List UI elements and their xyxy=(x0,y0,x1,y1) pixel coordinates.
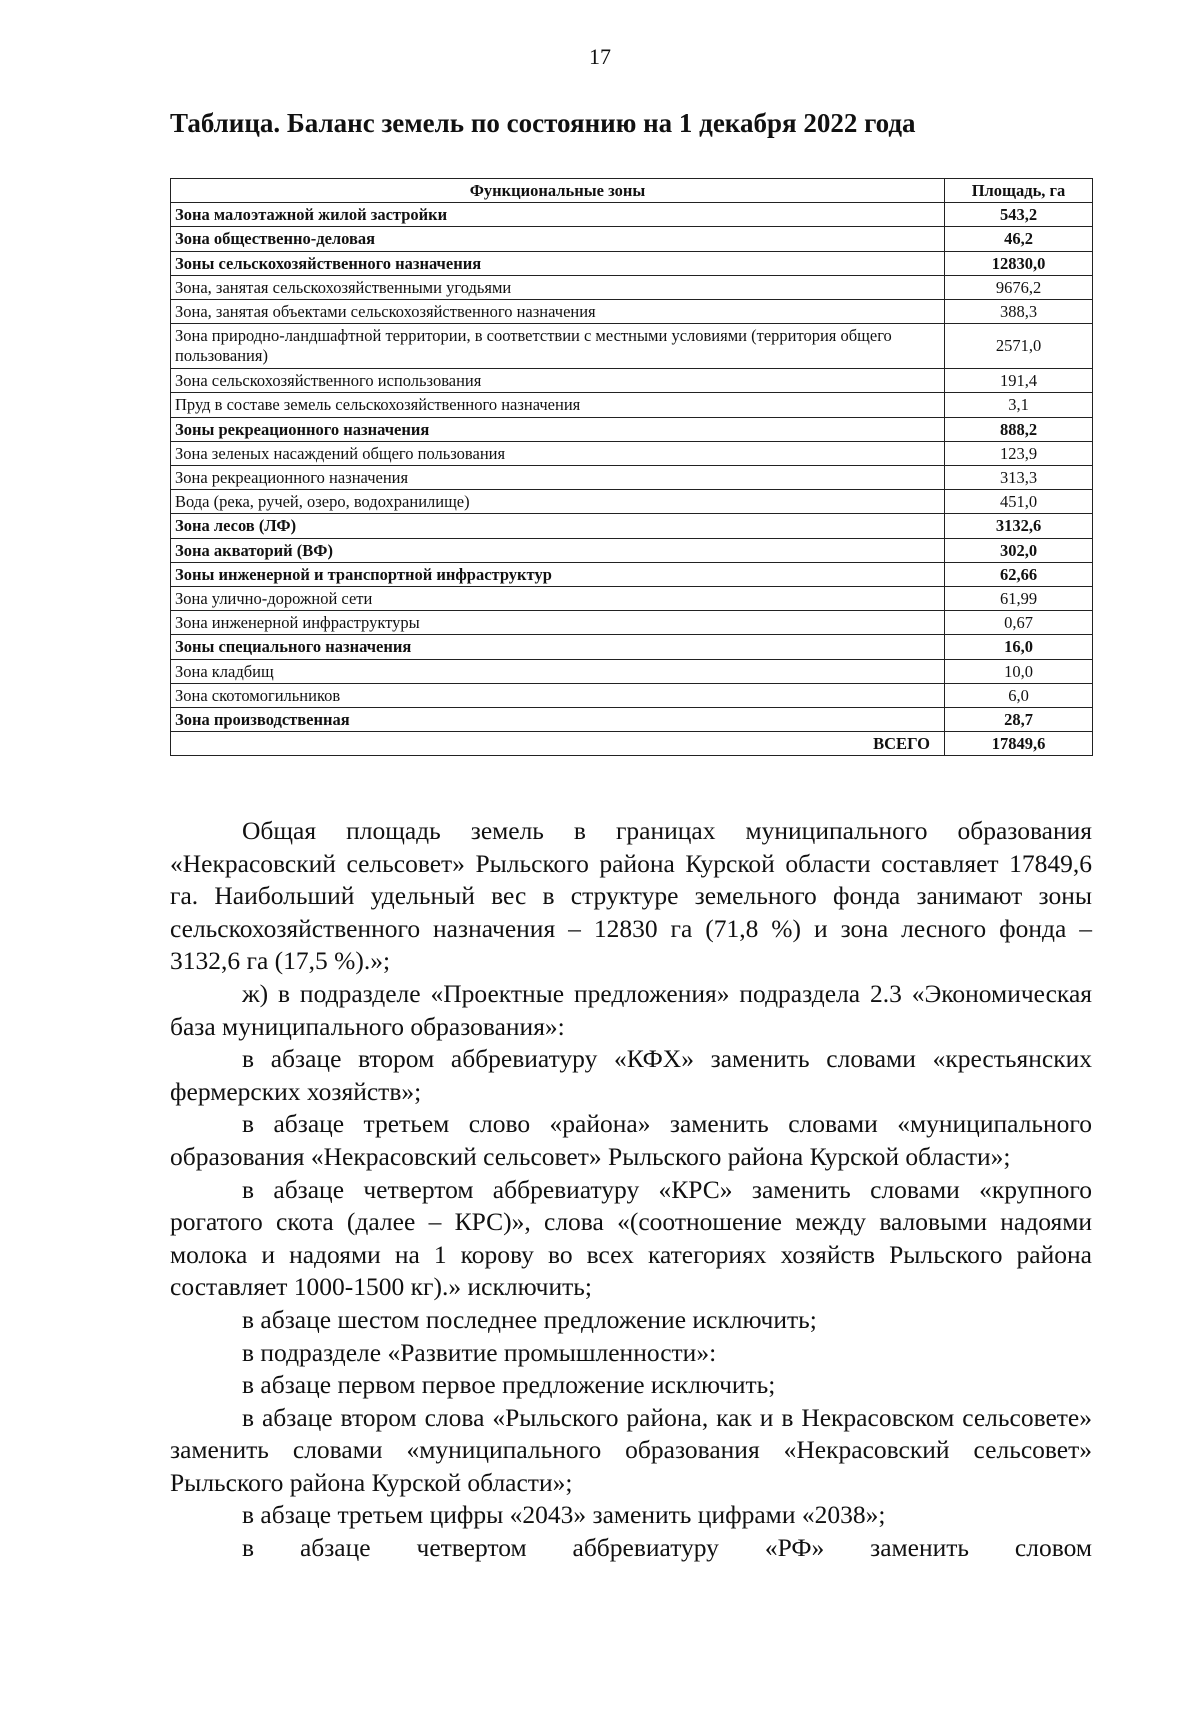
zone-name-cell: Зона акваторий (ВФ) xyxy=(171,538,945,562)
table-row xyxy=(171,251,1093,275)
zone-area-cell: 0,67 xyxy=(945,611,1093,635)
zone-name-cell: Зона, занятая сельскохозяйственными угодьями xyxy=(171,275,945,299)
paragraph: в абзаце четвертом аббревиатуру «РФ» заменить словом xyxy=(242,1533,1092,1563)
paragraph: в абзаце третьем цифры «2043» заменить цифрами «2038»; xyxy=(242,1500,886,1530)
zone-area-cell: 302,0 xyxy=(945,538,1093,562)
zone-name-cell: Зоны сельскохозяйственного назначения xyxy=(171,251,945,275)
zone-area-cell: 16,0 xyxy=(945,635,1093,659)
paragraph: в абзаце первом первое предложение исключить; xyxy=(242,1370,776,1400)
table-title: Таблица. Баланс земель по состоянию на 1 декабря 2022 года xyxy=(170,108,916,138)
zone-name-cell: Вода (река, ручей, озеро, водохранилище) xyxy=(171,490,945,514)
paragraph: в абзаце втором слова «Рыльского района, как и в Некрасовском сельсовете» заменить словами «муниципального образования «Некрасовский сельсовет» Рыльского района Курской области»; xyxy=(170,1402,1092,1497)
zone-name-cell: Пруд в составе земель сельскохозяйственного назначения xyxy=(171,393,945,417)
zone-name-cell: Зона лесов (ЛФ) xyxy=(171,514,945,538)
zone-area-cell: 46,2 xyxy=(945,227,1093,251)
header-functional-zones: Функциональные зоны xyxy=(171,179,945,203)
table-row xyxy=(171,635,1093,659)
zone-name-cell: Зоны специального назначения xyxy=(171,635,945,659)
paragraph: ж) в подразделе «Проектные предложения» подраздела 2.3 «Экономическая база муниципального образования»: xyxy=(170,978,1092,1041)
zone-area-cell: 2571,0 xyxy=(945,324,1093,369)
zone-name-cell: Зона улично-дорожной сети xyxy=(171,587,945,611)
table-row xyxy=(171,562,1093,586)
table-total-row xyxy=(171,732,1093,756)
zone-area-cell: 12830,0 xyxy=(945,251,1093,275)
table-row xyxy=(171,538,1093,562)
table-row xyxy=(171,275,1093,299)
table-row xyxy=(171,324,1093,369)
table-body xyxy=(171,203,1093,732)
table-row xyxy=(171,300,1093,324)
zone-area-cell: 62,66 xyxy=(945,562,1093,586)
zone-name-cell: Зона производственная xyxy=(171,708,945,732)
land-balance-table xyxy=(170,178,1093,756)
zone-name-cell: Зона кладбищ xyxy=(171,659,945,683)
zone-name-cell: Зона общественно-деловая xyxy=(171,227,945,251)
zone-name-cell: Зона рекреационного назначения xyxy=(171,466,945,490)
zone-area-cell: 888,2 xyxy=(945,417,1093,441)
zone-area-cell: 28,7 xyxy=(945,708,1093,732)
zone-name-cell: Зона инженерной инфраструктуры xyxy=(171,611,945,635)
paragraph: в абзаце втором аббревиатуру «КФХ» заменить словами «крестьянских фермерских хозяйств»; xyxy=(170,1044,1092,1106)
table-row xyxy=(171,683,1093,707)
total-label: ВСЕГО xyxy=(171,732,945,756)
zone-area-cell: 6,0 xyxy=(945,683,1093,707)
zone-area-cell: 61,99 xyxy=(945,587,1093,611)
header-area: Площадь, га xyxy=(945,179,1093,203)
zone-area-cell: 451,0 xyxy=(945,490,1093,514)
zone-area-cell: 313,3 xyxy=(945,466,1093,490)
table-row xyxy=(171,659,1093,683)
table-row xyxy=(171,611,1093,635)
table-row xyxy=(171,466,1093,490)
zone-area-cell: 191,4 xyxy=(945,369,1093,393)
paragraph: в абзаце четвертом аббревиатуру «КРС» заменить словами «крупного рогатого скота (далее – КРС)», слова «(соотношение между валовыми надоями молока и надоями на 1 корову во всех категориях хозяйств Рыльского района составляет 1000-1500 кг).» исключить; xyxy=(170,1174,1092,1302)
table-row xyxy=(171,441,1093,465)
table-row xyxy=(171,417,1093,441)
zone-name-cell: Зона, занятая объектами сельскохозяйственного назначения xyxy=(171,300,945,324)
total-value: 17849,6 xyxy=(945,732,1093,756)
paragraph: Общая площадь земель в границах муниципального образования «Некрасовский сельсовет» Рыльского района Курской области составляет 17849,6 га. Наибольший удельный вес в структуре земельного фонда занимают зоны сельскохозяйственного назначения – 12830 га (71,8 %) и зона лесного фонда – 3132,6 га (17,5 %).»; xyxy=(170,816,1092,976)
zone-name-cell: Зона малоэтажной жилой застройки xyxy=(171,203,945,227)
zone-area-cell: 543,2 xyxy=(945,203,1093,227)
table-row xyxy=(171,369,1093,393)
table-row xyxy=(171,587,1093,611)
table-row xyxy=(171,227,1093,251)
zone-area-cell: 388,3 xyxy=(945,300,1093,324)
zone-name-cell: Зоны инженерной и транспортной инфраструктур xyxy=(171,562,945,586)
zone-area-cell: 123,9 xyxy=(945,441,1093,465)
table-row xyxy=(171,514,1093,538)
zone-name-cell: Зона сельскохозяйственного использования xyxy=(171,369,945,393)
table-row xyxy=(171,203,1093,227)
table-header-row xyxy=(171,179,1093,203)
paragraph: в абзаце третьем слово «района» заменить словами «муниципального образования «Некрасовский сельсовет» Рыльского района Курской области»; xyxy=(170,1109,1092,1171)
body-text xyxy=(170,815,1092,1565)
table-row xyxy=(171,393,1093,417)
zone-area-cell: 3,1 xyxy=(945,393,1093,417)
table-row xyxy=(171,490,1093,514)
zone-area-cell: 10,0 xyxy=(945,659,1093,683)
zone-area-cell: 3132,6 xyxy=(945,514,1093,538)
page-number: 17 xyxy=(589,44,611,69)
paragraph: в абзаце шестом последнее предложение исключить; xyxy=(242,1304,817,1334)
paragraph: в подразделе «Развитие промышленности»: xyxy=(242,1337,717,1367)
table-row xyxy=(171,708,1093,732)
zone-area-cell: 9676,2 xyxy=(945,275,1093,299)
zone-name-cell: Зоны рекреационного назначения xyxy=(171,417,945,441)
zone-name-cell: Зона скотомогильников xyxy=(171,683,945,707)
zone-name-cell: Зона зеленых насаждений общего пользования xyxy=(171,441,945,465)
zone-name-cell: Зона природно-ландшафтной территории, в соответствии с местными условиями (территория общего пользования) xyxy=(171,324,945,369)
